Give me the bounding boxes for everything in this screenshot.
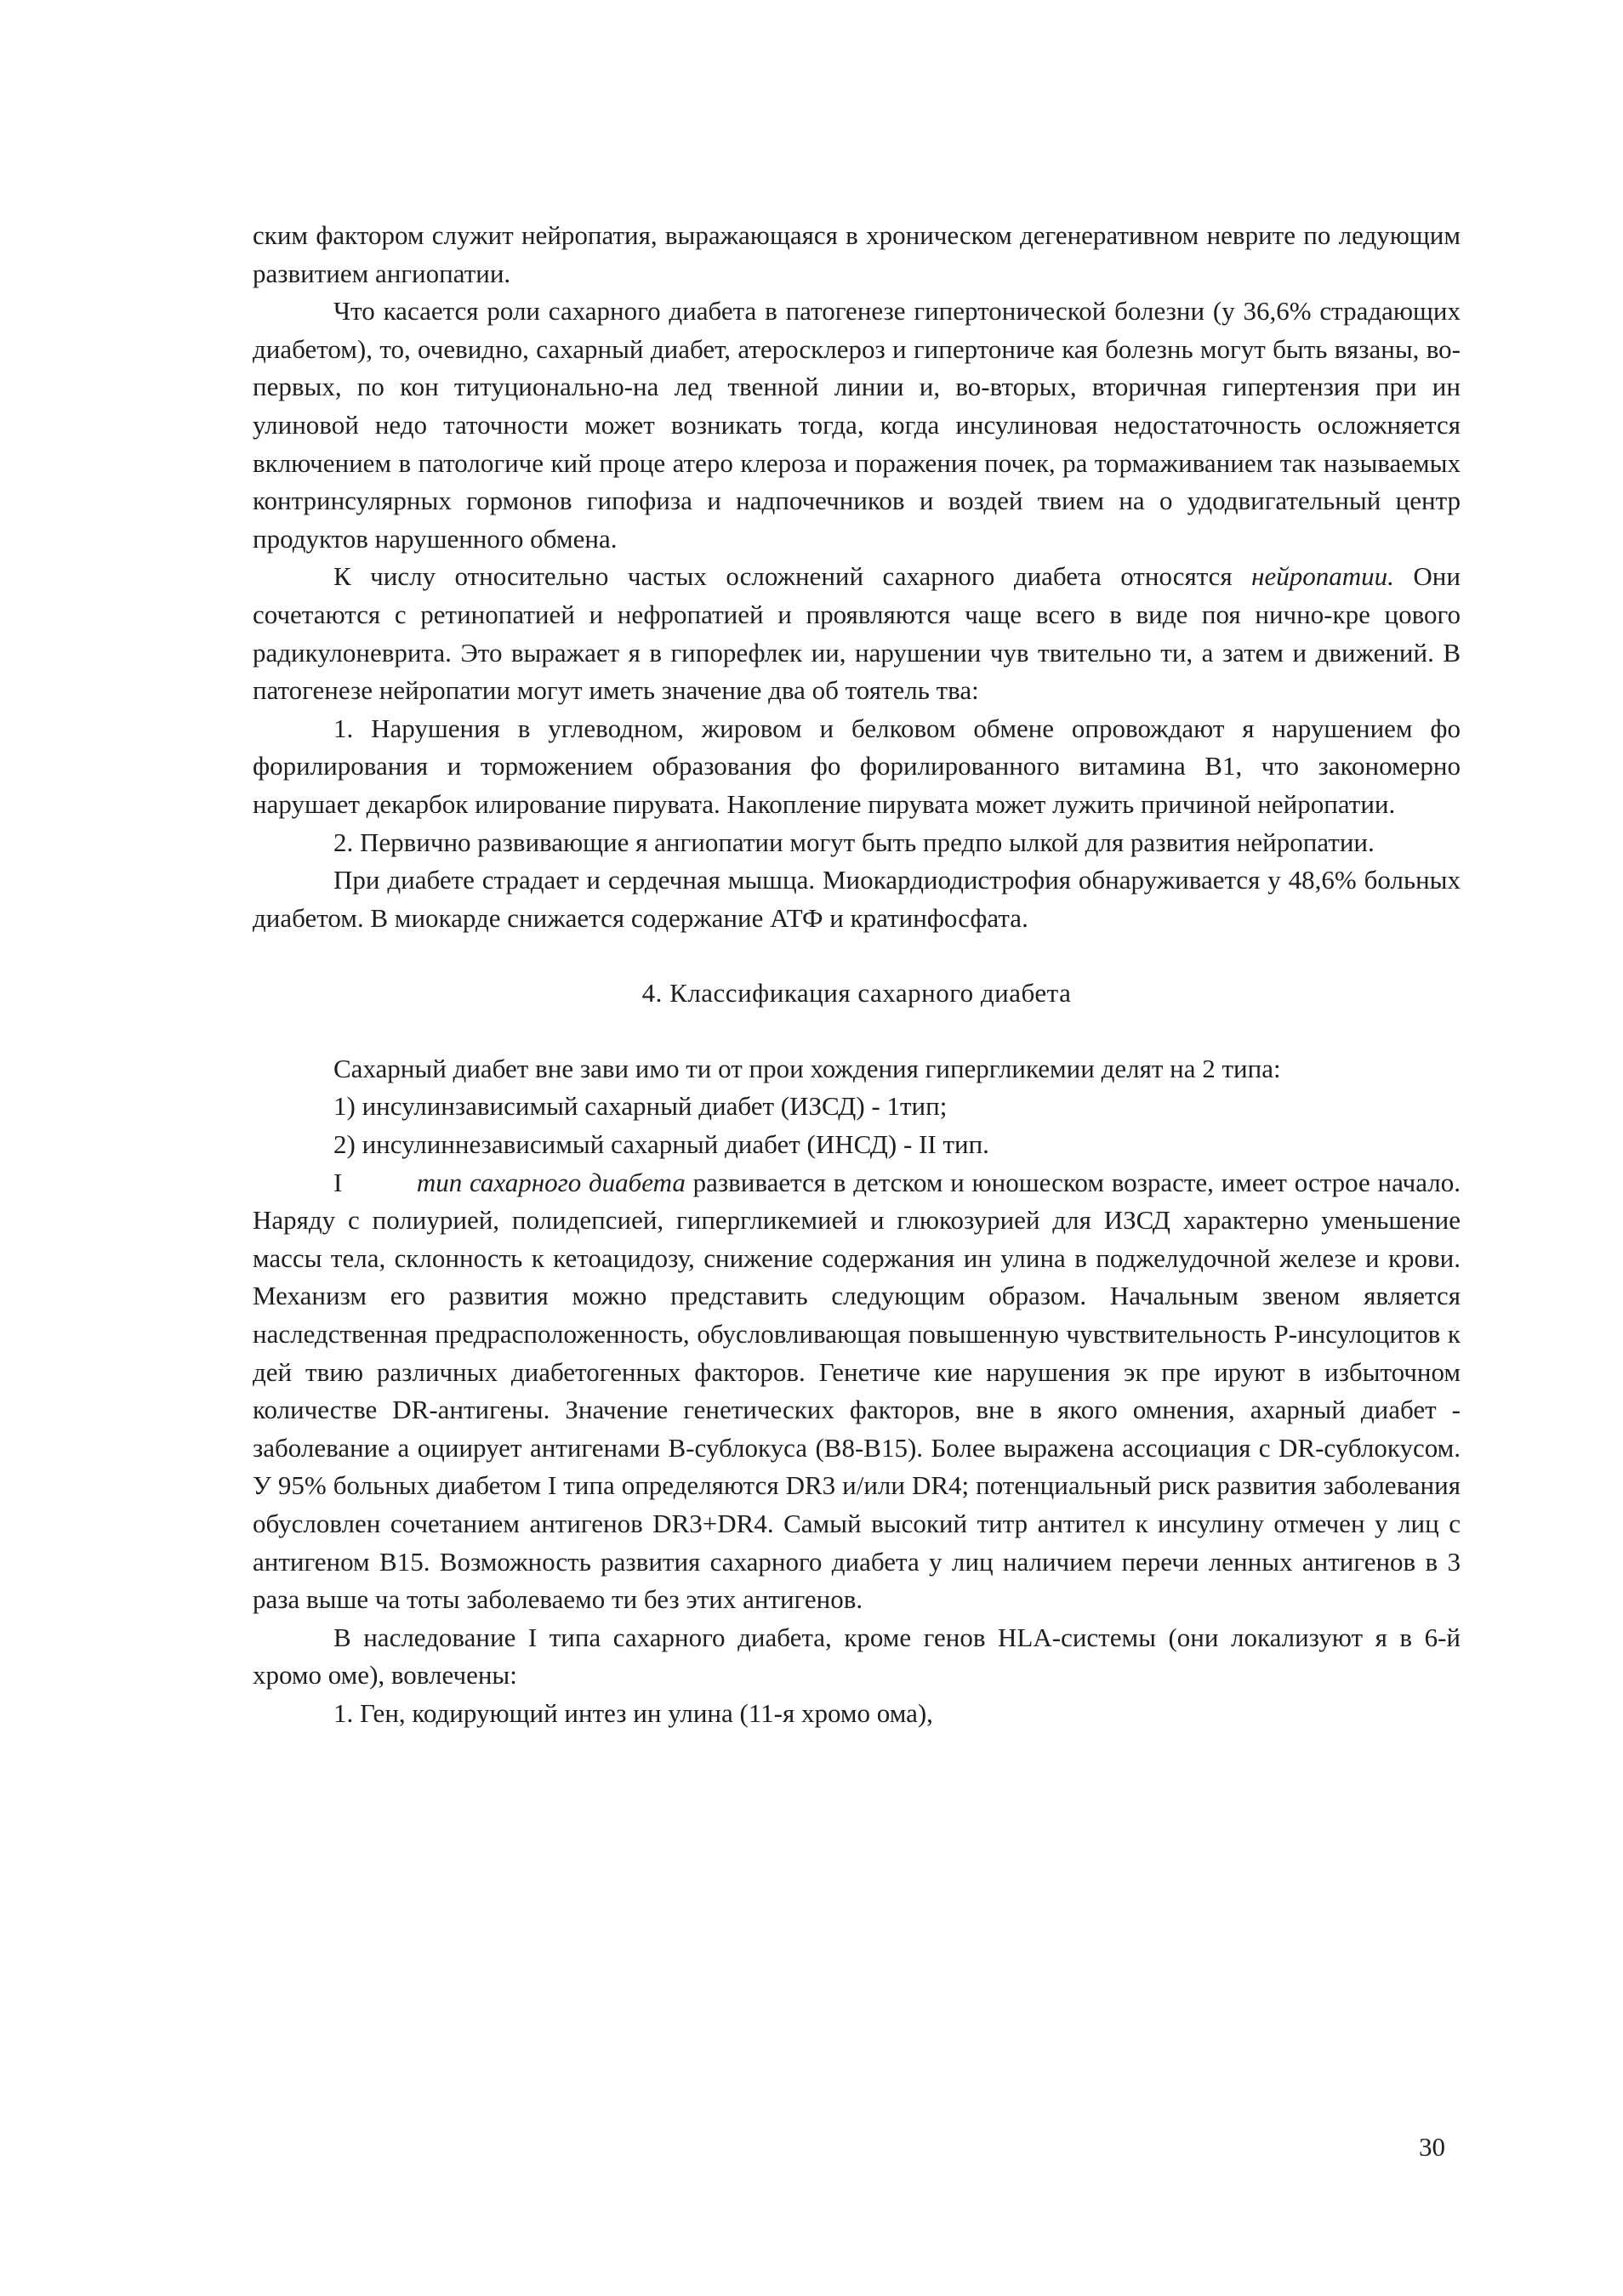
paragraph-3-rest: Они сочетаются с ретинопатией и нефропатией и проявляются чаще всего в виде поя нично-кре цового радикулоневрита. Это выражает я в гипорефлек ии, нарушении чув твительно ти, а затем и движений. В патогенезе нейропатии могут иметь значение два об тоятель тва: [253, 561, 1461, 706]
paragraph-type-1 [253, 1164, 1461, 1619]
body-text [253, 217, 1461, 1733]
paragraph-heart: При диабете страдает и сердечная мышца. Миокардиодистрофия обнаруживается у 48,6% больных диабетом. В миокарде снижается содержание АТФ и кратинфосфата. [253, 865, 1461, 933]
page-number: 30 [1419, 2132, 1445, 2162]
paragraph-3 [253, 558, 1461, 709]
list-item-2: 2. Первично развивающие я ангиопатии могут быть предпо ылкой для развития нейропатии. [333, 827, 1375, 857]
paragraph-type-1-italic: тип сахарного диабета [416, 1167, 686, 1197]
type-2-item: 2) инсулиннезависимый сахарный диабет (ИНСД) - II тип. [333, 1129, 989, 1160]
paragraph-type-1-rest: развивается в детском и юношеском возрасте, имеет острое начало. Наряду с полиурией, полидепсией, гипергликемией и глюкозурией для ИЗСД характерно уменьшение массы тела, склонность к кетоацидозу, снижение содержания ин улина в поджелудочной железе и крови. Механизм его развития можно представить следующим образом. Начальным звеном является наследственная предрасположенность, обусловливающая повышенную чувствительность Р-инсулоцитов к дей твию различных диабетогенных факторов. Генетиче кие нарушения эк пре ируют в избыточном количестве DR-антигены. Значение генетических факторов, вне в якого омнения, ахарный диабет - заболевание а оциирует антигенами В-сублокуса (В8-В15). Более выражена ассоциация с DR-сублокусом. У 95% больных диабетом I типа определяются DR3 и/или DR4; потенциальный риск развития заболевания обусловлен сочетанием антигенов DR3+DR4. Самый высокий титр антител к инсулину отмечен у лиц с антигеном В15. Возможность развития сахарного диабета у лиц наличием перечи ленных антигенов в 3 раза выше ча тоты заболеваемо ти без этих антигенов. [253, 1167, 1461, 1615]
paragraph-inheritance: В наследование I типа сахарного диабета, кроме генов HLA-системы (они локализуют я в 6-й хромо оме), вовлечены: [253, 1622, 1461, 1691]
section-heading: 4. Классификация сахарного диабета [641, 978, 1072, 1009]
paragraph-types: Сахарный диабет вне зави имо ти от прои хождения гипергликемии делят на 2 типа: [333, 1053, 1281, 1083]
paragraph-3-lead: К числу относительно частых осложнений сахарного диабета относятся [333, 561, 1252, 592]
paragraph-3-italic-term: нейропатии. [1251, 561, 1394, 592]
paragraph-1: ским фактором служит нейропатия, выражающаяся в хроническом дегенеративном неврите по ледующим развитием ангиопатии. [253, 220, 1461, 288]
gene-item-1: 1. Ген, кодирующий интез ин улина (11-я хромо ома), [333, 1697, 933, 1728]
list-item-1: 1. Нарушения в углеводном, жировом и белковом обмене опровождают я нарушением фо форилирования и торможением образования фо форилированного витамина В1, что закономерно нарушает декарбок илирование пирувата. Накопление пирувата может лужить причиной нейропатии. [253, 713, 1461, 819]
paragraph-2: Что касается роли сахарного диабета в патогенезе гипертонической болезни (у 36,6% страдающих диабетом), то, очевидно, сахарный диабет, атеросклероз и гипертониче кая болезнь могут быть вязаны, во-первых, по кон титуционально-на лед твенной линии и, во-вторых, вторичная гипертензия при ин улиновой недо таточности может возникать тогда, когда инсулиновая недостаточность осложняется включением в патологиче кий проце атеро клероза и поражения почек, ра тормаживанием так называемых контринсулярных гормонов гипофиза и надпочечников и воздей твием на о удодвигательный центр продуктов нарушенного обмена. [253, 296, 1461, 554]
paragraph-type-1-lead: I [333, 1167, 343, 1197]
type-1-item: 1) инсулинзависимый сахарный диабет (ИЗСД) - 1тип; [333, 1091, 948, 1122]
